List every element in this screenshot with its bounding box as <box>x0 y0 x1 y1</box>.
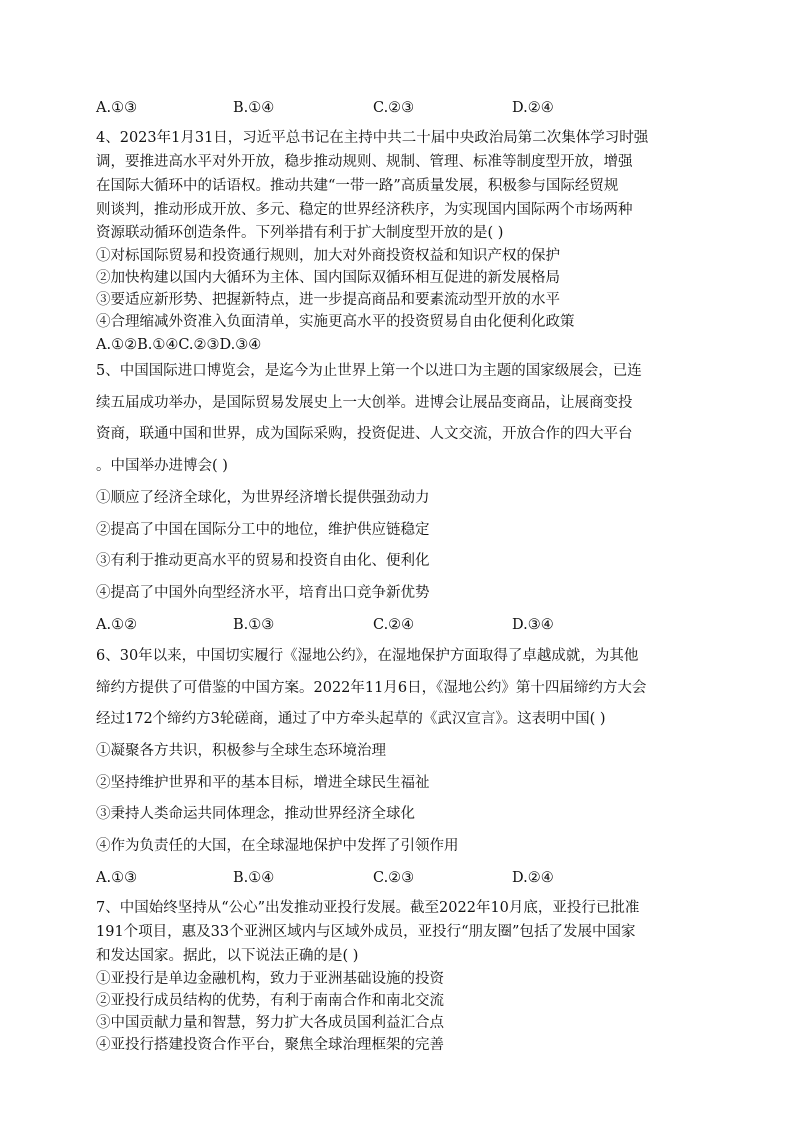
question-7-item-2: ②亚投行成员结构的优势，有利于南南合作和南北交流 <box>96 993 444 1009</box>
question-7-item-1: ①亚投行是单边金融机构，致力于亚洲基础设施的投资 <box>96 971 444 987</box>
previous-question-options <box>96 98 656 118</box>
question-6-item-2: ②坚持维护世界和平的基本目标，增进全球民生福祉 <box>96 775 430 791</box>
question-5-options <box>96 615 656 635</box>
question-7-line-3: 和发达国家。据此，以下说法正确的是( ) <box>96 948 359 964</box>
question-4-item-3: ③要适应新形势、把握新特点，进一步提高商品和要素流动型开放的水平 <box>96 292 560 308</box>
option-c[interactable]: C.②③ <box>373 870 415 886</box>
option-c[interactable]: C.②④ <box>373 617 415 633</box>
question-4-item-2: ②加快构建以国内大循环为主体、国内国际双循环相互促进的新发展格局 <box>96 270 560 286</box>
question-4-item-4: ④合理缩减外资准入负面清单，实施更高水平的投资贸易自由化便利化政策 <box>96 314 575 330</box>
question-5-item-4: ④提高了中国外向型经济水平，培育出口竞争新优势 <box>96 585 430 601</box>
question-6-item-1: ①凝聚各方共识，积极参与全球生态环境治理 <box>96 743 386 759</box>
question-5-line-2: 续五届成功举办，是国际贸易发展史上一大创举。进博会让展品变商品，让展商变投 <box>96 395 633 411</box>
question-4-line-2: 调，要推进高水平对外开放，稳步推动规则、规制、管理、标准等制度型开放，增强 <box>96 154 633 170</box>
question-6-line-1: 6、30年以来，中国切实履行《湿地公约》，在湿地保护方面取得了卓越成就，为其他 <box>96 648 639 664</box>
question-6-line-2: 缔约方提供了可借鉴的中国方案。2022年11月6日，《湿地公约》第十四届缔约方大会 <box>96 680 647 696</box>
question-7-line-2: 191个项目，惠及33个亚洲区域内与区域外成员，亚投行“朋友圈”包括了发展中国家 <box>96 924 636 940</box>
question-5-item-3: ③有利于推动更高水平的贸易和投资自由化、便利化 <box>96 553 430 569</box>
question-7-item-3: ③中国贡献力量和智慧，努力扩大各成员国利益汇合点 <box>96 1015 444 1031</box>
question-7-line-1: 7、中国始终坚持从“公心”出发推动亚投行发展。截至2022年10月底，亚投行已批准 <box>96 900 640 916</box>
option-b[interactable]: B.①④ <box>233 100 275 116</box>
option-c[interactable]: C.②③ <box>373 100 415 116</box>
question-5-item-2: ②提高了中国在国际分工中的地位，维护供应链稳定 <box>96 522 430 538</box>
option-d[interactable]: D.③④ <box>512 617 554 633</box>
question-4-line-3: 在国际大循环中的话语权。推动共建“一带一路”高质量发展，积极参与国际经贸规 <box>96 178 619 194</box>
option-d[interactable]: D.②④ <box>512 870 554 886</box>
question-4-line-5: 资源联动循环创造条件。下列举措有利于扩大制度型开放的是( ) <box>96 225 504 241</box>
question-4-line-1: 4、2023年1月31日，习近平总书记在主持中共二十届中央政治局第二次集体学习时强 <box>96 130 649 146</box>
option-a[interactable]: A.①② <box>96 617 138 633</box>
question-4-item-1: ①对标国际贸易和投资通行规则，加大对外商投资权益和知识产权的保护 <box>96 248 560 264</box>
question-4-line-4: 则谈判，推动形成开放、多元、稳定的世界经济秩序，为实现国内国际两个市场两种 <box>96 202 633 218</box>
question-5-line-4: 。中国举办进博会( ) <box>96 458 228 474</box>
question-6-options <box>96 868 656 888</box>
option-d[interactable]: D.②④ <box>512 100 554 116</box>
option-a[interactable]: A.①③ <box>96 100 138 116</box>
question-4-options[interactable]: A.①②B.①④C.②③D.③④ <box>96 337 262 353</box>
option-b[interactable]: B.①④ <box>233 870 275 886</box>
question-5-line-1: 5、中国国际进口博览会，是迄今为止世界上第一个以进口为主题的国家级展会，已连 <box>96 363 642 379</box>
question-7-item-4: ④亚投行搭建投资合作平台，聚焦全球治理框架的完善 <box>96 1037 444 1053</box>
question-5-item-1: ①顺应了经济全球化，为世界经济增长提供强劲动力 <box>96 490 430 506</box>
option-b[interactable]: B.①③ <box>233 617 275 633</box>
option-a[interactable]: A.①③ <box>96 870 138 886</box>
question-5-line-3: 资商，联通中国和世界，成为国际采购，投资促进、人文交流，开放合作的四大平台 <box>96 426 633 442</box>
question-6-item-4: ④作为负责任的大国，在全球湿地保护中发挥了引领作用 <box>96 838 459 854</box>
question-6-item-3: ③秉持人类命运共同体理念，推动世界经济全球化 <box>96 806 415 822</box>
question-6-line-3: 经过172个缔约方3轮磋商，通过了中方牵头起草的《武汉宣言》。这表明中国( ) <box>96 711 606 727</box>
